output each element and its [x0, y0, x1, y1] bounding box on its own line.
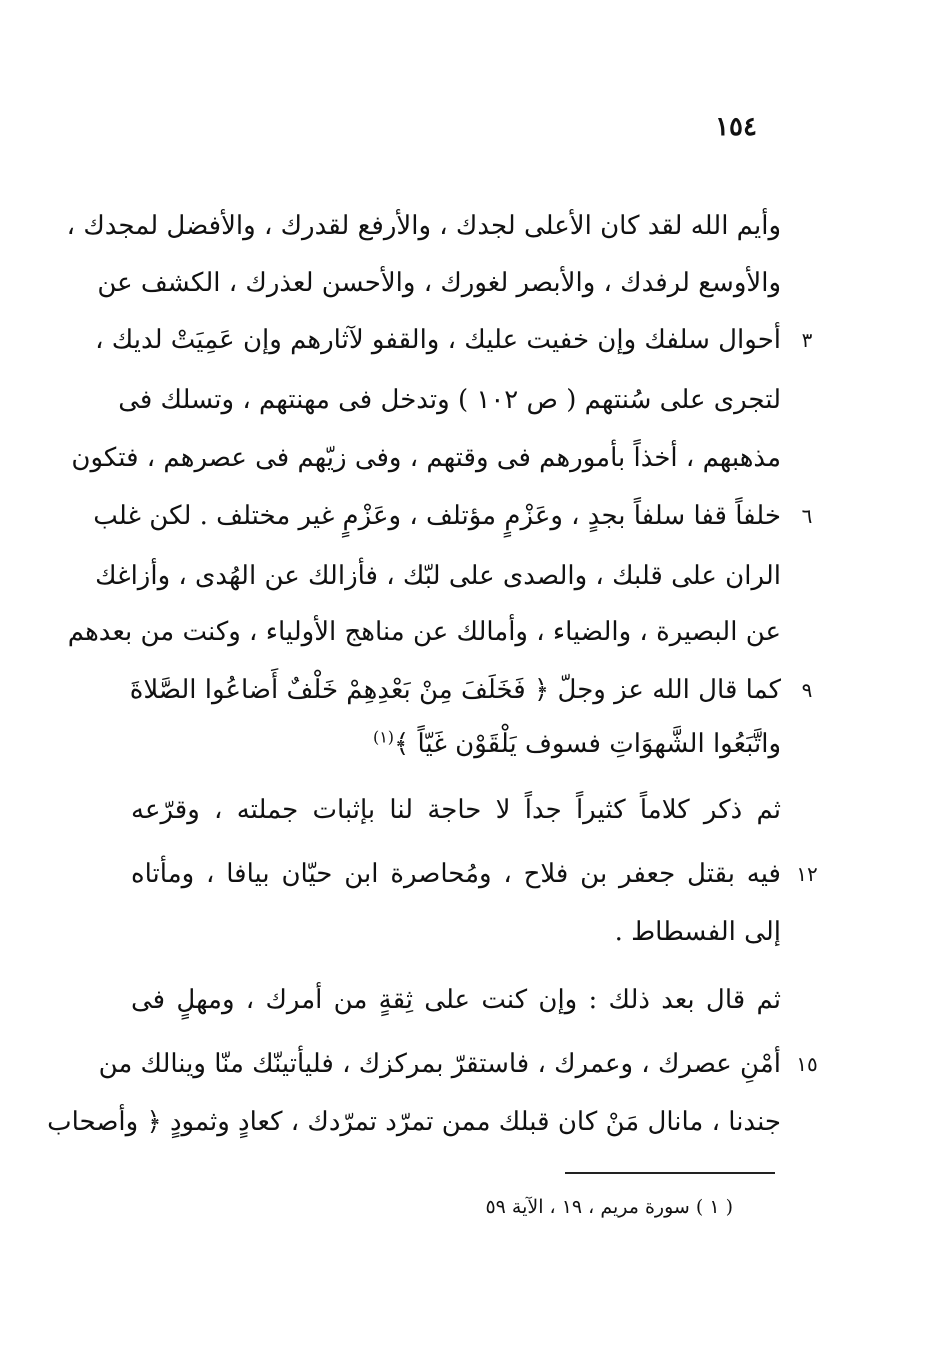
text-line — [95, 312, 781, 368]
text-line — [131, 904, 781, 960]
footnote-rule — [565, 1172, 775, 1174]
text-line-content: مذهبهم ، أخذاً بأمورهم فى وقتهم ، وفى زيّهم فى عصرهم ، فتكون — [71, 443, 781, 473]
text-line-content: فيه بقتل جعفر بن فلاح ، ومُحاصرة ابن حيّان بيافا ، ومأتاه — [131, 859, 781, 889]
text-line — [131, 846, 781, 902]
line-number: ١٢ — [796, 862, 818, 886]
line-number: ١٥ — [796, 1052, 818, 1076]
text-line — [97, 255, 781, 311]
line-number: ٦ — [801, 504, 813, 528]
text-line — [67, 604, 781, 660]
text-line — [118, 372, 781, 428]
text-line-content: الران على قلبك ، والصدى على لبّك ، فأزالك عن الهُدى ، وأزاغك — [95, 561, 781, 591]
text-line — [71, 430, 781, 486]
text-line — [66, 198, 781, 254]
text-line-content: واتَّبَعُوا الشَّهوَاتِ فسوف يَلْقَوْن غَيّاً ﴾ — [394, 729, 781, 759]
footnote-reference: (١) — [372, 727, 395, 747]
text-line-content: ثم قال بعد ذلك : وإن كنت على ثِقةٍ من أمرك ، ومهلٍ فى — [131, 985, 781, 1015]
footnote: ( ١ ) سورة مريم ، ١٩ ، الآية ٥٩ — [485, 1196, 733, 1218]
text-line-content: لتجرى على سُنتهم ( ص ١٠٢ ) وتدخل فى مهنتهم ، وتسلك فى — [118, 385, 781, 415]
text-line-content: كما قال الله عز وجلّ ﴿ فَخَلَفَ مِنْ بَعْدِهِمْ خَلْفٌ أَضاعُوا الصَّلاةَ — [129, 675, 781, 705]
text-line — [95, 548, 781, 604]
text-line-content: جندنا ، مانال مَنْ كان قبلك ممن تمرّد تمرّدك ، كعادٍ وثمودٍ ﴿ وأصحاب — [47, 1107, 781, 1137]
text-line-content: أحوال سلفك وإن خفيت عليك ، والقفو لآثارهم وإن عَمِيَتْ لديك ، — [95, 325, 781, 355]
text-line-content: عن البصيرة ، والضياء ، وأمالك عن مناهج الأولياء ، وكنت من بعدهم — [67, 617, 781, 647]
line-number: ٩ — [801, 678, 813, 702]
text-line — [131, 972, 781, 1028]
text-line-content: خلفاً قفا سلفاً بجدٍ ، وعَزْمٍ مؤتلف ، وعَزْمٍ غير مختلف . لكن غلب — [93, 501, 781, 531]
text-line — [131, 716, 781, 772]
text-line — [47, 1094, 781, 1150]
text-line-content: أمْنِ عصرك ، وعمرك ، فاستقرّ بمركزك ، فليأتينّك منّا وينالك من — [98, 1049, 781, 1079]
text-line — [93, 488, 781, 544]
text-line — [98, 1036, 781, 1092]
page-number: ١٥٤ — [715, 112, 757, 142]
text-line — [131, 662, 781, 718]
text-line — [131, 782, 781, 838]
line-number: ٣ — [801, 328, 813, 352]
text-line-content: إلى الفسطاط . — [614, 917, 781, 947]
text-line-content: ثم ذكر كلاماً كثيراً جداً لا حاجة لنا بإثبات جملته ، وقرّعه — [131, 795, 781, 825]
text-line-content: والأوسع لرفدك ، والأبصر لغورك ، والأحسن لعذرك ، الكشف عن — [97, 268, 781, 298]
text-line-content: وأيم الله لقد كان الأعلى لجدك ، والأرفع لقدرك ، والأفضل لمجدك ، — [66, 211, 781, 241]
